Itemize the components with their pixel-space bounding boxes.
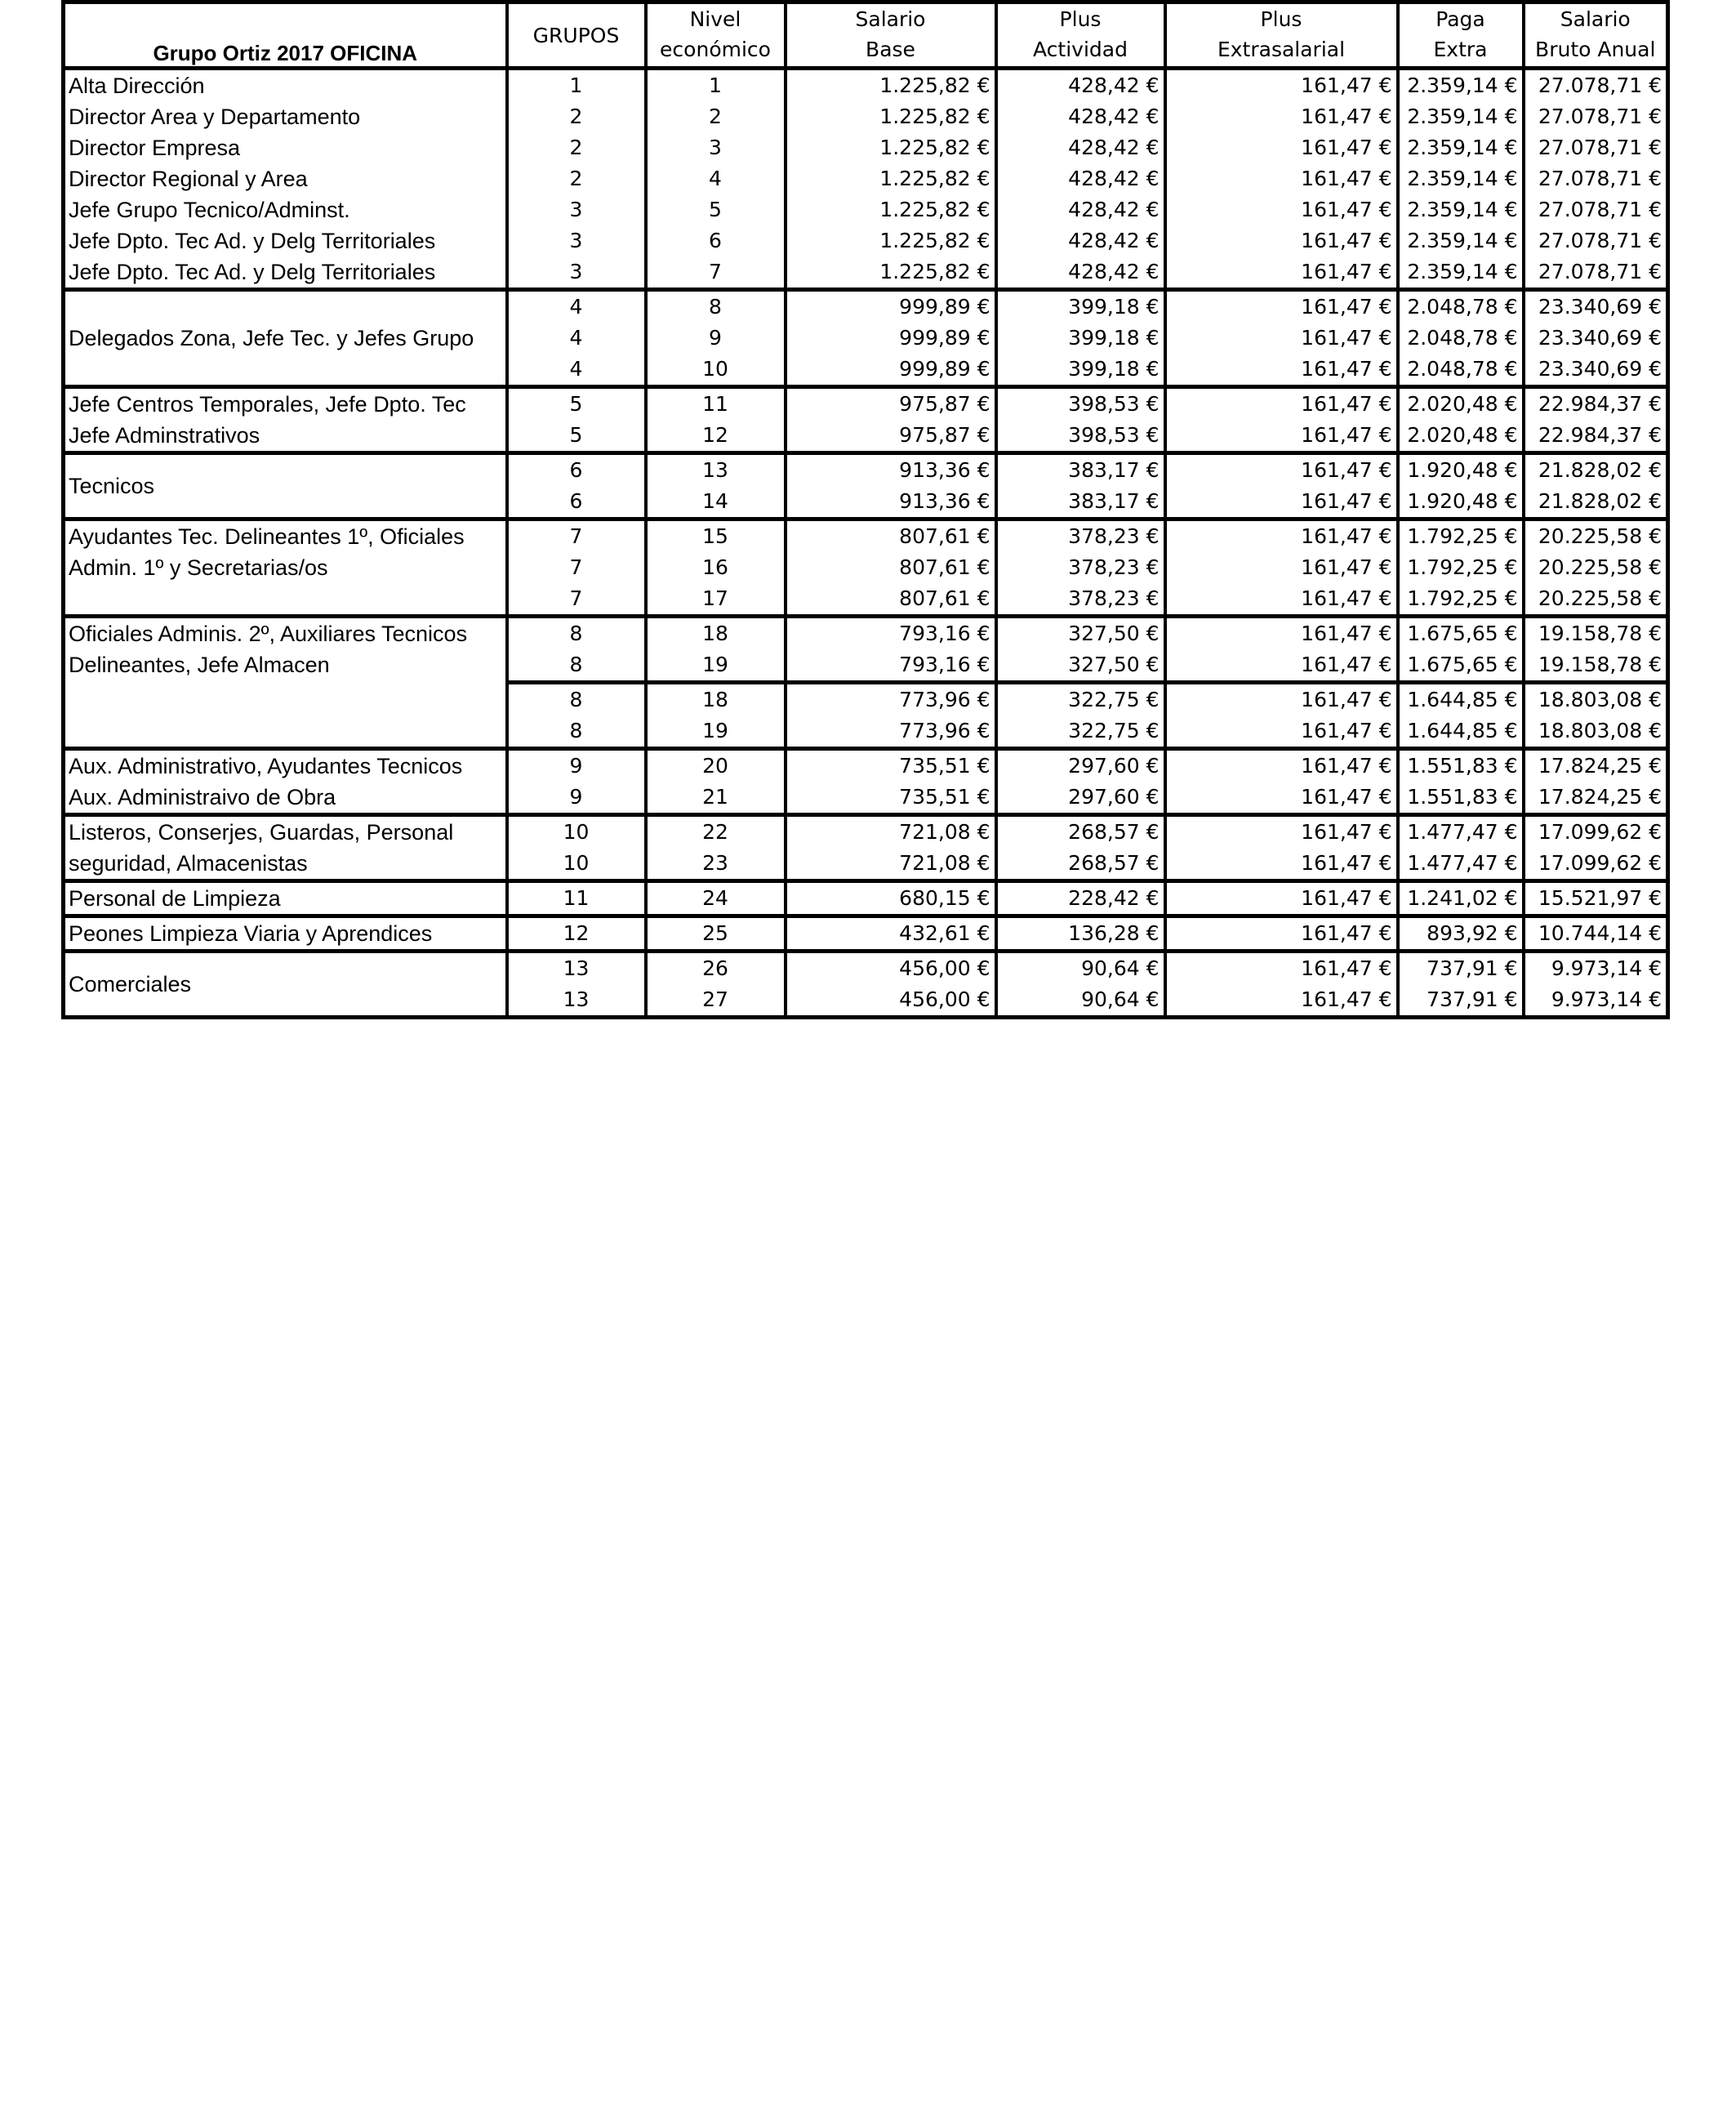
salario-base-cell: 1.225,82 € [786,69,996,102]
plus-actividad-cell: 268,57 € [996,815,1165,849]
salario-bruto-cell: 27.078,71 € [1524,163,1668,194]
salario-bruto-cell: 23.340,69 € [1524,290,1668,323]
salario-bruto-cell: 18.803,08 € [1524,715,1668,749]
plus-actividad-cell: 383,17 € [996,453,1165,487]
plus-actividad-header [996,2,1165,69]
salario-bruto-cell: 15.521,97 € [1524,881,1668,916]
category-cell: Jefe Dpto. Tec Ad. y Delg Territoriales [64,256,507,290]
paga-extra-cell: 2.359,14 € [1398,225,1524,256]
salario-base-cell: 807,61 € [786,519,996,553]
grupo-cell: 3 [507,256,646,290]
salary-table [61,0,1670,1019]
salario-base-cell: 999,89 € [786,290,996,323]
salario-bruto-cell: 27.078,71 € [1524,256,1668,290]
nivel-cell: 10 [646,354,786,387]
salario-bruto-cell: 27.078,71 € [1524,225,1668,256]
paga-extra-cell: 1.792,25 € [1398,552,1524,583]
plus-extrasalarial-cell: 161,47 € [1165,649,1398,683]
nivel-cell: 18 [646,617,786,650]
plus-extrasalarial-cell: 161,47 € [1165,519,1398,553]
nivel-cell: 1 [646,69,786,102]
category-cell: Director Area y Departamento [64,101,507,132]
salario-bruto-cell: 23.340,69 € [1524,354,1668,387]
header-line-2: Extra [1433,38,1488,61]
nivel-cell: 8 [646,290,786,323]
grupo-cell: 1 [507,69,646,102]
nivel-cell: 12 [646,420,786,453]
plus-actividad-cell: 136,28 € [996,916,1165,952]
table-row [64,453,1668,487]
grupo-cell: 3 [507,194,646,225]
nivel-header [646,2,786,69]
table-row [64,782,1668,815]
plus-extrasalarial-cell: 161,47 € [1165,848,1398,881]
plus-extrasalarial-cell: 161,47 € [1165,881,1398,916]
paga-extra-cell: 1.675,65 € [1398,617,1524,650]
plus-actividad-cell: 428,42 € [996,69,1165,102]
category-cell: Comerciales [64,952,507,1018]
plus-actividad-cell: 268,57 € [996,848,1165,881]
nivel-cell: 15 [646,519,786,553]
table-row [64,749,1668,782]
plus-actividad-cell: 228,42 € [996,881,1165,916]
salario-base-cell: 1.225,82 € [786,132,996,163]
salario-base-cell: 456,00 € [786,952,996,985]
grupo-cell: 7 [507,552,646,583]
header-line-2: Bruto Anual [1535,38,1656,61]
table-row [64,881,1668,916]
header-line-1: Nivel [689,7,741,31]
plus-extrasalarial-cell: 161,47 € [1165,617,1398,650]
nivel-cell: 7 [646,256,786,290]
plus-actividad-cell: 378,23 € [996,583,1165,617]
plus-extrasalarial-cell: 161,47 € [1165,453,1398,487]
salario-bruto-cell: 9.973,14 € [1524,952,1668,985]
nivel-cell: 4 [646,163,786,194]
plus-extrasalarial-cell: 161,47 € [1165,101,1398,132]
grupo-cell: 9 [507,749,646,782]
plus-extrasalarial-cell: 161,47 € [1165,486,1398,519]
nivel-cell: 18 [646,683,786,716]
grupo-cell: 8 [507,715,646,749]
salario-bruto-cell: 17.099,62 € [1524,815,1668,849]
grupo-cell: 2 [507,132,646,163]
salario-base-cell: 913,36 € [786,486,996,519]
category-cell: Jefe Grupo Tecnico/Adminst. [64,194,507,225]
plus-extrasalarial-cell: 161,47 € [1165,163,1398,194]
nivel-cell: 16 [646,552,786,583]
plus-actividad-cell: 428,42 € [996,101,1165,132]
paga-extra-cell: 2.359,14 € [1398,69,1524,102]
plus-extrasalarial-cell: 161,47 € [1165,194,1398,225]
table-row [64,69,1668,102]
salario-base-cell: 1.225,82 € [786,194,996,225]
plus-extrasalarial-cell: 161,47 € [1165,952,1398,985]
plus-extrasalarial-cell: 161,47 € [1165,782,1398,815]
paga-extra-header [1398,2,1524,69]
plus-extrasalarial-cell: 161,47 € [1165,69,1398,102]
salario-bruto-cell: 20.225,58 € [1524,552,1668,583]
paga-extra-cell: 2.359,14 € [1398,163,1524,194]
paga-extra-cell: 1.551,83 € [1398,782,1524,815]
nivel-cell: 13 [646,453,786,487]
plus-extrasalarial-cell: 161,47 € [1165,552,1398,583]
salario-bruto-cell: 19.158,78 € [1524,649,1668,683]
paga-extra-cell: 1.644,85 € [1398,715,1524,749]
plus-actividad-cell: 428,42 € [996,256,1165,290]
table-header-row [64,2,1668,69]
category-cell: Alta Dirección [64,69,507,102]
paga-extra-cell: 737,91 € [1398,984,1524,1018]
plus-actividad-cell: 399,18 € [996,290,1165,323]
nivel-cell: 9 [646,323,786,354]
plus-extrasalarial-cell: 161,47 € [1165,323,1398,354]
header-line-1: Plus [1260,7,1302,31]
plus-actividad-cell: 327,50 € [996,617,1165,650]
paga-extra-cell: 1.792,25 € [1398,583,1524,617]
nivel-cell: 19 [646,715,786,749]
category-cell: Jefe Centros Temporales, Jefe Dpto. Tec [64,387,507,421]
table-row [64,194,1668,225]
salario-bruto-cell: 27.078,71 € [1524,194,1668,225]
paga-extra-cell: 2.359,14 € [1398,256,1524,290]
salario-base-cell: 773,96 € [786,715,996,749]
grupo-cell: 4 [507,290,646,323]
salario-base-cell: 680,15 € [786,881,996,916]
salario-base-header [786,2,996,69]
grupo-cell: 3 [507,225,646,256]
salario-base-cell: 999,89 € [786,354,996,387]
plus-extrasalarial-cell: 161,47 € [1165,387,1398,421]
paga-extra-cell: 1.241,02 € [1398,881,1524,916]
grupo-cell: 5 [507,420,646,453]
grupo-cell: 13 [507,952,646,985]
salario-base-cell: 999,89 € [786,323,996,354]
salario-base-cell: 793,16 € [786,617,996,650]
salario-bruto-cell: 9.973,14 € [1524,984,1668,1018]
salario-base-cell: 721,08 € [786,815,996,849]
salario-base-cell: 913,36 € [786,453,996,487]
table-row [64,101,1668,132]
plus-actividad-cell: 378,23 € [996,552,1165,583]
salario-bruto-cell: 27.078,71 € [1524,101,1668,132]
plus-extrasalarial-cell: 161,47 € [1165,815,1398,849]
paga-extra-cell: 1.920,48 € [1398,453,1524,487]
table-row [64,916,1668,952]
plus-actividad-cell: 322,75 € [996,715,1165,749]
salario-base-cell: 735,51 € [786,749,996,782]
plus-extrasalarial-cell: 161,47 € [1165,354,1398,387]
salario-base-cell: 807,61 € [786,552,996,583]
paga-extra-cell: 1.792,25 € [1398,519,1524,553]
paga-extra-cell: 737,91 € [1398,952,1524,985]
salario-base-cell: 1.225,82 € [786,101,996,132]
nivel-cell: 26 [646,952,786,985]
paga-extra-cell: 2.020,48 € [1398,387,1524,421]
salario-bruto-cell: 18.803,08 € [1524,683,1668,716]
table-row [64,132,1668,163]
salario-bruto-header [1524,2,1668,69]
salario-bruto-cell: 27.078,71 € [1524,69,1668,102]
nivel-cell: 20 [646,749,786,782]
salario-bruto-cell: 17.824,25 € [1524,749,1668,782]
nivel-cell: 5 [646,194,786,225]
table-row [64,290,1668,323]
grupo-cell: 6 [507,486,646,519]
grupo-cell: 4 [507,354,646,387]
grupo-cell: 13 [507,984,646,1018]
category-cell: Tecnicos [64,453,507,519]
paga-extra-cell: 2.359,14 € [1398,101,1524,132]
grupo-cell: 10 [507,848,646,881]
table-row [64,952,1668,985]
plus-actividad-cell: 327,50 € [996,649,1165,683]
header-line-1: Salario [855,7,926,31]
category-cell: Delegados Zona, Jefe Tec. y Jefes Grupo [64,290,507,387]
salario-base-cell: 773,96 € [786,683,996,716]
paga-extra-cell: 1.644,85 € [1398,683,1524,716]
plus-actividad-cell: 428,42 € [996,194,1165,225]
grupo-cell: 7 [507,583,646,617]
paga-extra-cell: 1.477,47 € [1398,848,1524,881]
salario-base-cell: 432,61 € [786,916,996,952]
table-row [64,420,1668,453]
table-title: Grupo Ortiz 2017 OFICINA [64,2,507,69]
plus-actividad-cell: 399,18 € [996,354,1165,387]
plus-extrasalarial-cell: 161,47 € [1165,420,1398,453]
grupo-cell: 2 [507,163,646,194]
salario-base-cell: 807,61 € [786,583,996,617]
plus-extrasalarial-cell: 161,47 € [1165,290,1398,323]
plus-actividad-cell: 428,42 € [996,225,1165,256]
header-line-2: Extrasalarial [1217,38,1346,61]
plus-extrasalarial-cell: 161,47 € [1165,225,1398,256]
table-row [64,387,1668,421]
paga-extra-cell: 1.675,65 € [1398,649,1524,683]
salario-bruto-cell: 20.225,58 € [1524,519,1668,553]
header-line-1: Salario [1560,7,1631,31]
table-row [64,163,1668,194]
salario-bruto-cell: 17.824,25 € [1524,782,1668,815]
grupo-cell: 8 [507,649,646,683]
plus-actividad-cell: 90,64 € [996,984,1165,1018]
salario-bruto-cell: 17.099,62 € [1524,848,1668,881]
grupo-cell: 5 [507,387,646,421]
nivel-cell: 23 [646,848,786,881]
salario-base-cell: 793,16 € [786,649,996,683]
grupo-cell: 10 [507,815,646,849]
plus-actividad-cell: 322,75 € [996,683,1165,716]
salario-base-cell: 1.225,82 € [786,225,996,256]
salario-bruto-cell: 19.158,78 € [1524,617,1668,650]
salario-base-cell: 1.225,82 € [786,256,996,290]
salario-bruto-cell: 23.340,69 € [1524,323,1668,354]
plus-extrasalarial-header [1165,2,1398,69]
paga-extra-cell: 2.048,78 € [1398,290,1524,323]
category-cell: Jefe Adminstrativos [64,420,507,453]
grupo-cell: 6 [507,453,646,487]
category-cell: Aux. Administraivo de Obra [64,782,507,815]
header-line-1: Plus [1059,7,1102,31]
plus-actividad-cell: 297,60 € [996,749,1165,782]
plus-extrasalarial-cell: 161,47 € [1165,583,1398,617]
grupo-cell: 7 [507,519,646,553]
table-row [64,519,1668,553]
paga-extra-cell: 2.020,48 € [1398,420,1524,453]
grupo-cell: 8 [507,683,646,716]
paga-extra-cell: 1.920,48 € [1398,486,1524,519]
paga-extra-cell: 1.477,47 € [1398,815,1524,849]
header-line-2: Actividad [1033,38,1128,61]
category-cell: Ayudantes Tec. Delineantes 1º, Oficiales Admin. 1º y Secretarias/os [64,519,507,617]
plus-extrasalarial-cell: 161,47 € [1165,984,1398,1018]
plus-actividad-cell: 383,17 € [996,486,1165,519]
plus-extrasalarial-cell: 161,47 € [1165,132,1398,163]
grupos-header: GRUPOS [507,2,646,69]
nivel-cell: 2 [646,101,786,132]
plus-extrasalarial-cell: 161,47 € [1165,749,1398,782]
salario-bruto-cell: 20.225,58 € [1524,583,1668,617]
salario-bruto-cell: 21.828,02 € [1524,486,1668,519]
paga-extra-cell: 2.359,14 € [1398,132,1524,163]
salario-bruto-cell: 22.984,37 € [1524,387,1668,421]
table-row [64,225,1668,256]
category-cell: Listeros, Conserjes, Guardas, Personal seguridad, Almacenistas [64,815,507,881]
paga-extra-cell: 2.359,14 € [1398,194,1524,225]
header-line-2: Base [866,38,915,61]
salario-bruto-cell: 22.984,37 € [1524,420,1668,453]
header-line-1: Paga [1436,7,1485,31]
category-cell: Personal de Limpieza [64,881,507,916]
category-cell: Director Empresa [64,132,507,163]
nivel-cell: 11 [646,387,786,421]
category-cell: Director Regional y Area [64,163,507,194]
nivel-cell: 25 [646,916,786,952]
plus-extrasalarial-cell: 161,47 € [1165,683,1398,716]
plus-actividad-cell: 297,60 € [996,782,1165,815]
salario-bruto-cell: 21.828,02 € [1524,453,1668,487]
nivel-cell: 21 [646,782,786,815]
category-cell: Jefe Dpto. Tec Ad. y Delg Territoriales [64,225,507,256]
salario-base-cell: 735,51 € [786,782,996,815]
nivel-cell: 19 [646,649,786,683]
nivel-cell: 14 [646,486,786,519]
salario-bruto-cell: 27.078,71 € [1524,132,1668,163]
grupo-cell: 11 [507,881,646,916]
plus-actividad-cell: 398,53 € [996,420,1165,453]
plus-extrasalarial-cell: 161,47 € [1165,256,1398,290]
grupo-cell: 2 [507,101,646,132]
plus-actividad-cell: 378,23 € [996,519,1165,553]
paga-extra-cell: 893,92 € [1398,916,1524,952]
table-row [64,815,1668,849]
nivel-cell: 3 [646,132,786,163]
category-cell: Oficiales Adminis. 2º, Auxiliares Tecnicos Delineantes, Jefe Almacen [64,617,507,749]
nivel-cell: 27 [646,984,786,1018]
plus-actividad-cell: 428,42 € [996,163,1165,194]
table-row [64,256,1668,290]
nivel-cell: 24 [646,881,786,916]
plus-extrasalarial-cell: 161,47 € [1165,916,1398,952]
nivel-cell: 17 [646,583,786,617]
paga-extra-cell: 2.048,78 € [1398,354,1524,387]
salario-base-cell: 975,87 € [786,420,996,453]
table-row [64,617,1668,650]
grupo-cell: 8 [507,617,646,650]
plus-actividad-cell: 90,64 € [996,952,1165,985]
nivel-cell: 6 [646,225,786,256]
category-cell: Aux. Administrativo, Ayudantes Tecnicos [64,749,507,782]
plus-extrasalarial-cell: 161,47 € [1165,715,1398,749]
paga-extra-cell: 2.048,78 € [1398,323,1524,354]
plus-actividad-cell: 428,42 € [996,132,1165,163]
plus-actividad-cell: 398,53 € [996,387,1165,421]
table-body [64,69,1668,1018]
salario-base-cell: 456,00 € [786,984,996,1018]
paga-extra-cell: 1.551,83 € [1398,749,1524,782]
grupo-cell: 12 [507,916,646,952]
category-cell: Peones Limpieza Viaria y Aprendices [64,916,507,952]
nivel-cell: 22 [646,815,786,849]
salario-base-cell: 1.225,82 € [786,163,996,194]
salario-base-cell: 975,87 € [786,387,996,421]
plus-actividad-cell: 399,18 € [996,323,1165,354]
grupo-cell: 9 [507,782,646,815]
header-line-2: económico [660,38,771,61]
grupo-cell: 4 [507,323,646,354]
salario-base-cell: 721,08 € [786,848,996,881]
salario-bruto-cell: 10.744,14 € [1524,916,1668,952]
